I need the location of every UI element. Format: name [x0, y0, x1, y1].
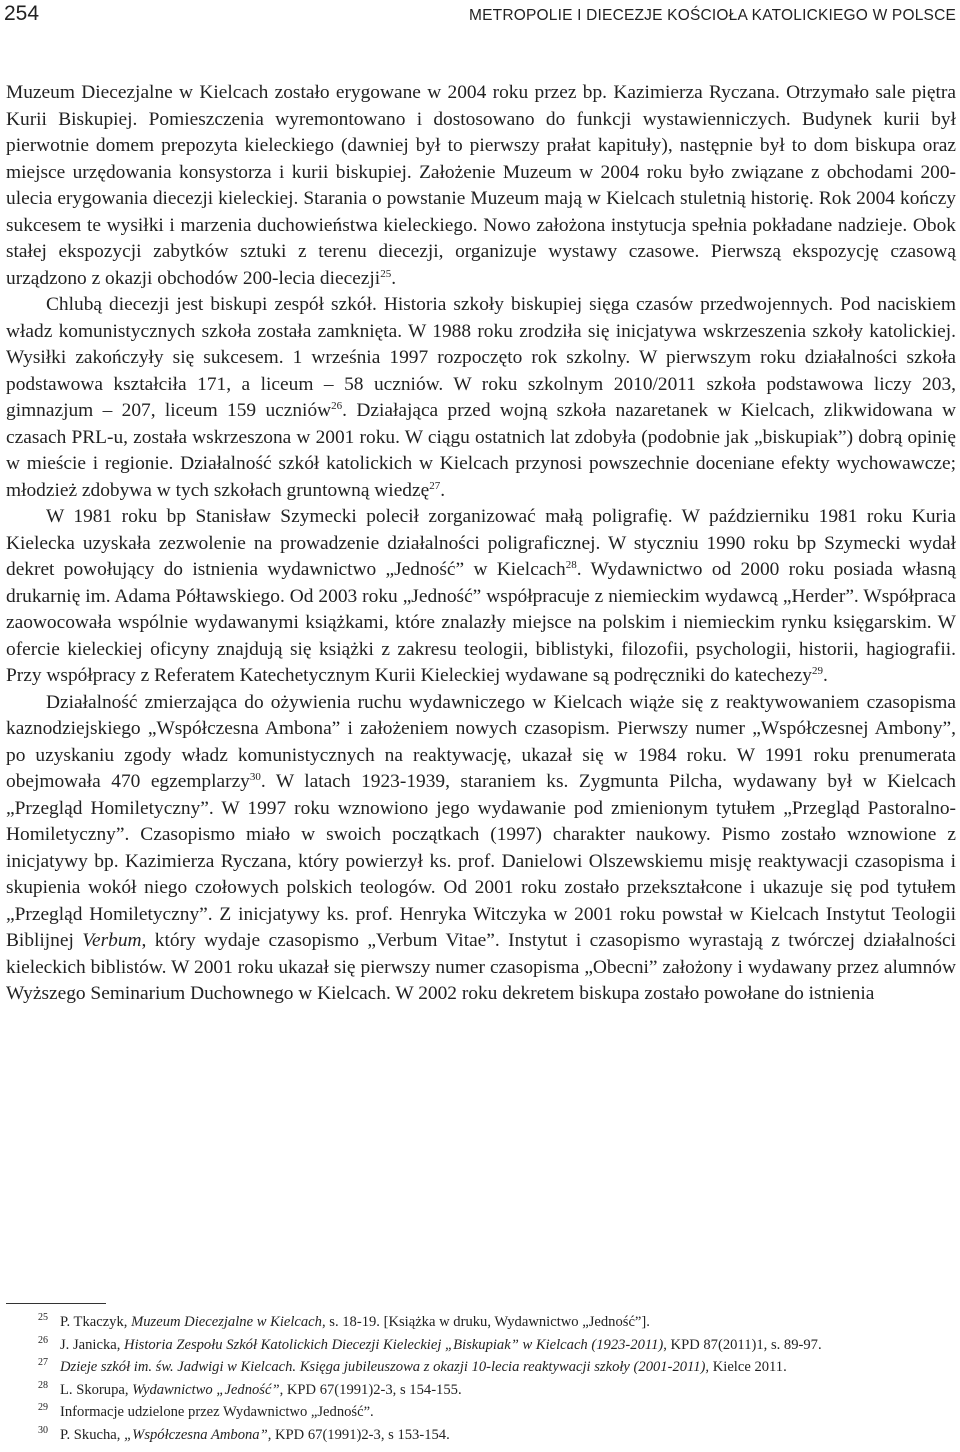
text-run: .	[440, 479, 446, 501]
footnote: 30 P. Skucha, „Współczesna Ambona”, KPD 67(1991)2-3, s 153-154.	[38, 1424, 450, 1443]
text-run: Informacje udzielone przez Wydawnictwo „Jedność”.	[60, 1404, 374, 1420]
italic-text: Historia Zespołu Szkół Katolickich Diecezji Kieleckiej „Biskupiak” w Kielcach (1923-2011)	[124, 1336, 664, 1353]
text-run: Muzeum Diecezjalne w Kielcach zostało erygowane w 2004 roku przez bp. Kazimierza Ryczana. Otrzymało sale piętra Kurii Biskupiej. Pomieszczenia wyremontowano i dostosowano do funkcji wystawienniczych. Budynek kurii był pierwotnie domem prepozyta kieleckiego (dawniej był to pierwszy prałat kapituły), następnie był to dom biskupa oraz miejsce urzędowania konsystorza i kurii biskupiej. Założenie Muzeum w 2004 roku było związane z obchodami 200-ulecia erygowania diecezji kieleckiej. Starania o powstanie Muzeum mają w Kielcach stuletnią historię. Rok 2004 kończy sukcesem te wysiłki i marzenia duchowieństwa kieleckiego. Nowo założona instytucja spełnia pokładane nadzieje. Obok stałej ekspozycji zabytków sztuki z terenu diecezji, organizuje wystawy czasowe. Pierwszą ekspozycję czasową urządzono z okazji obchodów 200-lecia diecezji	[6, 82, 956, 289]
paragraph	[6, 80, 956, 292]
footnote: 26 J. Janicka, Historia Zespołu Szkół Katolickich Diecezji Kieleckiej „Biskupiak” w Kielcach (1923-2011), KPD 87(2011)1, s. 89-97.	[38, 1334, 822, 1353]
text-run: . Wydawnictwo od 2000 roku posiada własną drukarnię im. Adama Półtawskiego. Od 2003 roku „Jedność” współpracuje z niemieckim wydawcą „Herder”. Współpraca zaowocowała wspólnie wydawanymi książkami, które znalazły miejsce na polskim i niemieckim rynku księgarskim. W ofercie kieleckiej oficyny znajdują się książki z zakresu teologii, biblistyki, filozofii, psychologii, historii, hagiografii. Przy współpracy z Referatem Katechetycznym Kurii Kieleckiej wydawane są podręczniki do katechezy	[6, 559, 956, 686]
footnote-rule	[6, 1303, 106, 1304]
text-run: , KPD 67(1991)2-3, s 153-154.	[267, 1426, 450, 1443]
italic-text: Wydawnictwo „Jedność”	[132, 1381, 280, 1398]
page-number: 254	[4, 2, 40, 25]
page-header	[4, 2, 956, 28]
footnote-ref: 28	[565, 559, 577, 571]
text-run: .	[391, 267, 397, 289]
body-text	[6, 80, 956, 1008]
text-run: Kielce 2011.	[709, 1359, 787, 1375]
text-run: J. Janicka,	[60, 1336, 125, 1353]
footnote-ref: 26	[331, 400, 343, 412]
text-run: . W latach 1923-1939, staraniem ks. Zygmunta Pilcha, wydawany był w Kielcach „Przegląd Homiletyczny”. W 1997 roku wznowiono jego wydawanie pod zmienionym tytułem „Przegląd Pastoralno-Homiletyczny”. Czasopismo miało w swoich początkach (1997) charakter naukowy. Pismo zostało wznowione z inicjatywy bp. Kazimierza Ryczana, który powierzył ks. prof. Danielowi Olszewskiemu misję reaktywacji czasopisma i skupienia wokół niego czołowych polskich teologów. Od 2001 roku zostało przekształcone i ukazuje się pod tytułem „Przegląd Homiletyczny”. Z inicjatywy ks. prof. Henryka Witczyka w 2001 roku powstał w Kielcach Instytut Teologii Biblijnej	[6, 771, 957, 951]
footnote-ref: 25	[380, 267, 392, 280]
text-run: , KPD 87(2011)1, s. 89-97.	[663, 1336, 822, 1353]
italic-text: Verbum	[82, 930, 142, 951]
text-run: , s. 18-19. [Książka w druku, Wydawnictwo „Jedność”].	[321, 1314, 650, 1330]
italic-text: Muzeum Diecezjalne w Kielcach	[131, 1314, 322, 1330]
text-run: , KPD 67(1991)2-3, s 154-155.	[279, 1381, 462, 1398]
footnotes	[6, 1311, 956, 1446]
italic-text: „Współczesna Ambona”	[124, 1426, 268, 1443]
text-run: . Działająca przed wojną szkoła nazaretanek w Kielcach, zlikwidowana w czasach PRL-u, została wskrzeszona w 2001 roku. W ciągu ostatnich lat zdobyła (podobnie jak „biskupiak”) dobrą opinię w mieście i regionie. Działalność szkół katolickich w Kielcach przynosi powszechnie doceniane efekty wychowawcze; młodzież zdobywa w tych szkołach gruntowną wiedzę	[6, 400, 957, 501]
footnote-ref: 27	[429, 479, 441, 492]
footnote-ref: 29	[811, 665, 823, 677]
footnote: 28 L. Skorupa, Wydawnictwo „Jedność”, KPD 67(1991)2-3, s 154-155.	[38, 1379, 462, 1398]
footnote: 27 Dzieje szkół im. św. Jadwigi w Kielcach. Księga jubileuszowa z okazji 10-lecia reaktywacji szkoły (2001-2011), Kielce 2011.	[38, 1357, 787, 1375]
paragraph	[6, 292, 956, 504]
text-run: P. Skucha,	[60, 1426, 125, 1443]
text-run: L. Skorupa,	[60, 1381, 133, 1398]
footnote: 25 P. Tkaczyk, Muzeum Diecezjalne w Kielcach, s. 18-19. [Książka w druku, Wydawnictwo „Jedność”].	[38, 1312, 650, 1330]
paragraph	[6, 504, 956, 690]
text-run: P. Tkaczyk,	[60, 1314, 132, 1330]
text-run: , który wydaje czasopismo „Verbum Vitae”. Instytut i czasopismo wyrastają z twórczej działalności kieleckich biblistów. W 2001 roku ukazał się pierwszy numer czasopisma „Obecni” założony i wydawany przez alumnów Wyższego Seminarium Duchownego w Kielcach. W 2002 roku dekretem biskupa zostało powołane do istnienia	[6, 930, 956, 1004]
text-run: .	[822, 665, 828, 686]
running-head: METROPOLIE I DIECEZJE KOŚCIOŁA KATOLICKIEGO W POLSCE	[469, 7, 956, 24]
text-run: W 1981 roku bp Stanisław Szymecki polecił zorganizować małą poligrafię. W październiku 1981 roku Kuria Kielecka uzyskała zezwolenie na prowadzenie działalności poligraficznej. W styczniu 1990 roku bp Szymecki wydał dekret powołujący do istnienia wydawnictwo „Jedność” w Kielcach	[6, 506, 956, 580]
italic-text: Dzieje szkół im. św. Jadwigi w Kielcach. Księga jubileuszowa z okazji 10-lecia reaktywacji szkoły (2001-2011),	[60, 1359, 710, 1375]
footnote: 29 Informacje udzielone przez Wydawnictwo „Jedność”.	[38, 1402, 374, 1420]
text-run: Chlubą diecezji jest biskupi zespół szkół. Historia szkoły biskupiej sięga czasów przedwojennych. Pod naciskiem władz komunistycznych szkoła została zamknięta. W 1988 roku zrodziła się inicjatywa wskrzeszenia szkoły katolickiej. Wysiłki zakończyły się sukcesem. 1 września 1997 rozpoczęto rok szkolny. W pierwszym roku działalności szkoła podstawowa kształciła 171, a liceum – 58 uczniów. W roku szkolnym 2010/2011 szkoła podstawowa liczy 203, gimnazjum – 207, liceum 159 uczniów	[6, 294, 956, 421]
text-run: Działalność zmierzająca do ożywienia ruchu wydawniczego w Kielcach wiąże się z reaktywowaniem czasopisma kaznodziejskiego „Współczesna Ambona” i założeniem nowych czasopism. Pierwszy numer „Współczesnej Ambony”, po uzyskaniu zgody władz komunistycznych na reaktywację, ukazał się w 1984 roku. W 1991 roku prenumerata obejmowała 470 egzemplarzy	[6, 691, 956, 792]
footnote-ref: 30	[249, 771, 261, 783]
paragraph	[6, 690, 956, 1008]
